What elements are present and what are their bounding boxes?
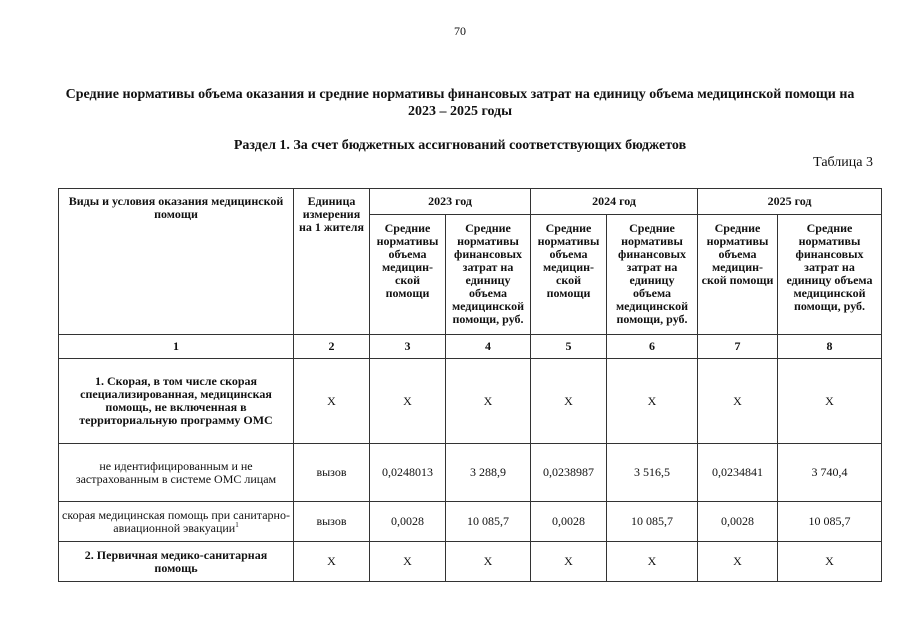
header-cost-norm-2025: Средние нормативы финансовых затрат на единицу объема медицинской помощи, руб.: [778, 215, 882, 335]
row-value: Х: [531, 359, 607, 444]
row-unit: вызов: [294, 444, 370, 502]
table-row: [59, 444, 882, 502]
row-value: 0,0238987: [531, 444, 607, 502]
column-number: 3: [370, 335, 446, 359]
row-value: Х: [370, 542, 446, 582]
header-year-2023: 2023 год: [370, 189, 531, 215]
row-unit: вызов: [294, 502, 370, 542]
header-volume-norm-2023: Средние нормативы объема медицин-ской помощи: [370, 215, 446, 335]
row-service-name: 2. Первичная медико-санитарная помощь: [59, 542, 294, 582]
row-value: 3 740,4: [778, 444, 882, 502]
row-value: 0,0028: [531, 502, 607, 542]
footnote-marker: 1: [235, 520, 239, 529]
column-number: 7: [698, 335, 778, 359]
row-value: Х: [607, 359, 698, 444]
row-value: 10 085,7: [446, 502, 531, 542]
table-row: [59, 502, 882, 542]
row-value: 0,0028: [370, 502, 446, 542]
row-value: Х: [698, 359, 778, 444]
column-numbers-row: [59, 335, 882, 359]
row-value: Х: [607, 542, 698, 582]
row-value: Х: [446, 359, 531, 444]
header-cost-norm-2023: Средние нормативы финансовых затрат на единицу объема медицинской помощи, руб.: [446, 215, 531, 335]
column-number: 5: [531, 335, 607, 359]
norms-table: [58, 188, 882, 582]
row-service-name: не идентифицированным и не застрахованным в системе ОМС лицам: [59, 444, 294, 502]
column-number: 2: [294, 335, 370, 359]
header-unit: Единица измерения на 1 жителя: [294, 189, 370, 335]
row-value: Х: [370, 359, 446, 444]
column-number: 6: [607, 335, 698, 359]
header-cost-norm-2024: Средние нормативы финансовых затрат на единицу объема медицинской помощи, руб.: [607, 215, 698, 335]
row-value: 3 516,5: [607, 444, 698, 502]
row-value: Х: [531, 542, 607, 582]
row-value: 10 085,7: [607, 502, 698, 542]
row-value: Х: [778, 359, 882, 444]
row-service-name-text: скорая медицинская помощь при санитарно-авиационной эвакуации: [62, 507, 290, 535]
table-row: [59, 359, 882, 444]
row-value: 3 288,9: [446, 444, 531, 502]
header-volume-norm-2024: Средние нормативы объема медицин-ской помощи: [531, 215, 607, 335]
row-unit: Х: [294, 542, 370, 582]
table-row: [59, 542, 882, 582]
row-service-name: 1. Скорая, в том числе скорая специализированная, медицинская помощь, не включенная в территориальную программу ОМС: [59, 359, 294, 444]
row-value: 10 085,7: [778, 502, 882, 542]
header-volume-norm-2025: Средние нормативы объема медицин-ской помощи: [698, 215, 778, 335]
table-label: Таблица 3: [813, 155, 873, 170]
header-service-type: Виды и условия оказания медицинской помощи: [59, 189, 294, 335]
page-number: 70: [454, 24, 466, 38]
row-value: 0,0248013: [370, 444, 446, 502]
row-value: 0,0028: [698, 502, 778, 542]
row-service-name: [59, 502, 294, 542]
section-title: Раздел 1. За счет бюджетных ассигнований соответствующих бюджетов: [233, 138, 687, 153]
row-value: 0,0234841: [698, 444, 778, 502]
document-title: Средние нормативы объема оказания и средние нормативы финансовых затрат на единицу объема медицинской помощи на 2023 – 2025 годы: [65, 87, 855, 119]
row-value: Х: [778, 542, 882, 582]
row-value: Х: [698, 542, 778, 582]
header-year-2024: 2024 год: [531, 189, 698, 215]
header-year-2025: 2025 год: [698, 189, 882, 215]
column-number: 1: [59, 335, 294, 359]
column-number: 8: [778, 335, 882, 359]
row-unit: Х: [294, 359, 370, 444]
column-number: 4: [446, 335, 531, 359]
row-value: Х: [446, 542, 531, 582]
